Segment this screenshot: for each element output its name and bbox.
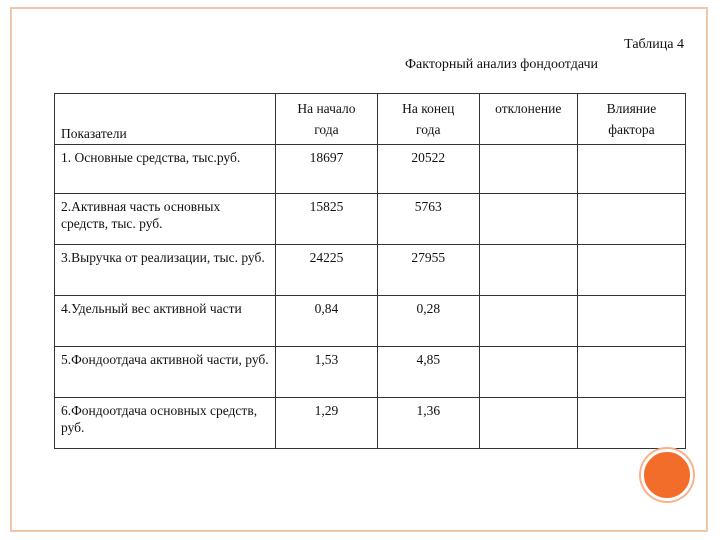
header-end-line1: На конец <box>402 101 455 116</box>
row-deviation <box>479 347 577 398</box>
row-label: 5.Фондоотдача активной части, руб. <box>55 347 276 398</box>
table-row <box>55 245 686 296</box>
row-label: 4.Удельный вес активной части <box>55 296 276 347</box>
header-influence-line1: Влияние <box>606 101 657 116</box>
header-end-line2: года <box>416 122 441 137</box>
row-start-value: 1,53 <box>275 347 377 398</box>
header-factor-influence <box>577 94 685 145</box>
row-deviation <box>479 398 577 449</box>
row-end-value: 27955 <box>377 245 479 296</box>
table-row <box>55 296 686 347</box>
row-influence <box>577 296 685 347</box>
row-start-value: 18697 <box>275 145 377 194</box>
table-row <box>55 145 686 194</box>
row-start-value: 0,84 <box>275 296 377 347</box>
header-influence-line2: фактора <box>608 122 655 137</box>
row-end-value: 4,85 <box>377 347 479 398</box>
row-end-value: 20522 <box>377 145 479 194</box>
header-indicator: Показатели <box>55 94 276 145</box>
table-row <box>55 347 686 398</box>
row-label: 2.Активная часть основных средств, тыс. руб. <box>55 194 276 245</box>
table-header-row <box>55 94 686 145</box>
row-start-value: 15825 <box>275 194 377 245</box>
row-influence <box>577 245 685 296</box>
row-deviation <box>479 145 577 194</box>
table-title: Факторный анализ фондоотдачи <box>405 57 599 72</box>
header-deviation: отклонение <box>479 94 577 145</box>
header-start-line1: На начало <box>297 101 356 116</box>
row-start-value: 24225 <box>275 245 377 296</box>
row-end-value: 5763 <box>377 194 479 245</box>
row-end-value: 1,36 <box>377 398 479 449</box>
factor-analysis-table <box>54 93 686 449</box>
decorative-circle <box>641 449 693 501</box>
row-influence <box>577 347 685 398</box>
row-influence <box>577 145 685 194</box>
table-row <box>55 194 686 245</box>
header-start-line2: года <box>314 122 339 137</box>
row-label: 1. Основные средства, тыс.руб. <box>55 145 276 194</box>
row-start-value: 1,29 <box>275 398 377 449</box>
row-end-value: 0,28 <box>377 296 479 347</box>
table-row <box>55 398 686 449</box>
header-end-of-year <box>377 94 479 145</box>
row-deviation <box>479 194 577 245</box>
row-deviation <box>479 245 577 296</box>
row-label: 3.Выручка от реализации, тыс. руб. <box>55 245 276 296</box>
row-influence <box>577 398 685 449</box>
header-start-of-year <box>275 94 377 145</box>
row-influence <box>577 194 685 245</box>
table-number: Таблица 4 <box>624 37 684 52</box>
row-deviation <box>479 296 577 347</box>
row-label: 6.Фондоотдача основных средств, руб. <box>55 398 276 449</box>
